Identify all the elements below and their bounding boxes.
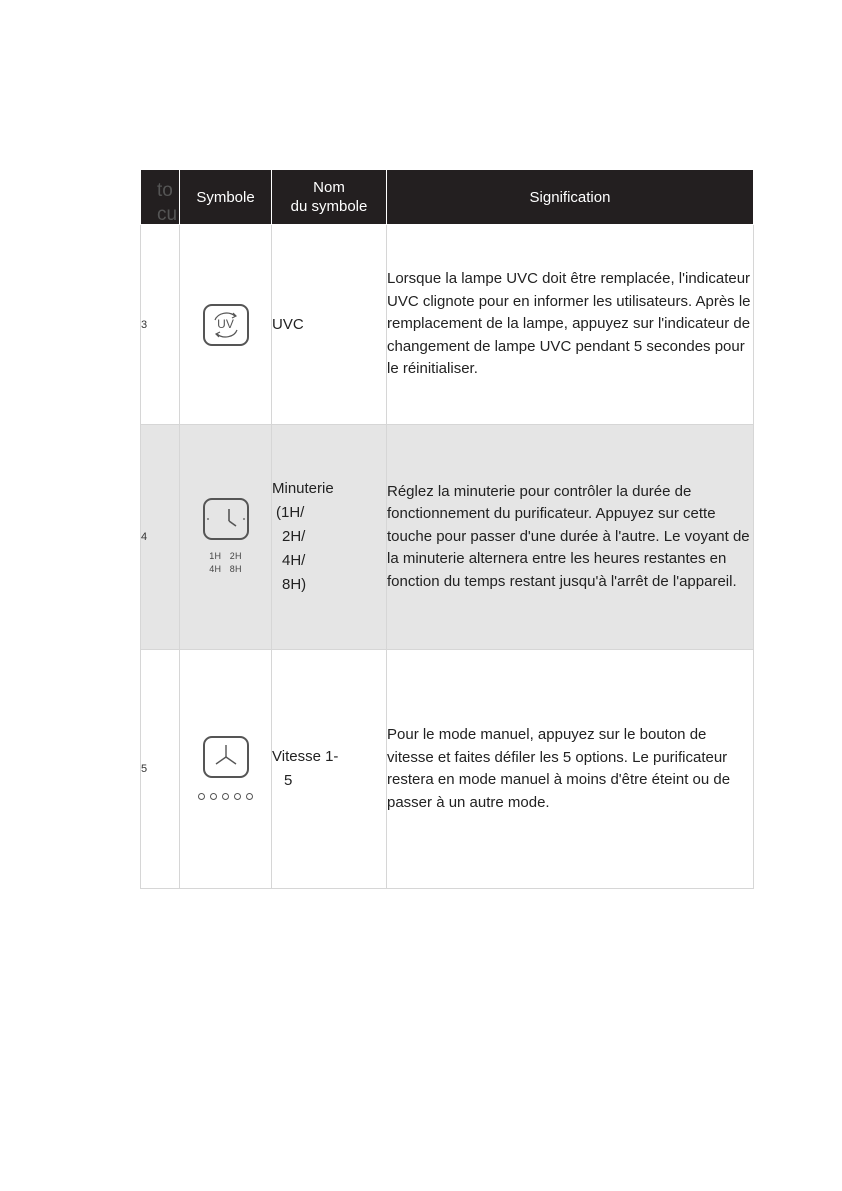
table-row — [141, 425, 754, 650]
symbol-name-line: 8H) — [282, 576, 307, 593]
row-index: 3 — [141, 225, 180, 425]
timer-clock-icon — [203, 498, 249, 540]
symbol-name-line: 4H/ — [282, 552, 306, 569]
header-name-line1: Nom — [313, 179, 345, 196]
header-index-label: to — [157, 180, 173, 201]
row-meaning: Lorsque la lampe UVC doit être remplacée, l'indicateur UVC clignote pour en informer les utilisateurs. Après le remplacement de la lampe, appuyez sur l'indicateur de changement de lampe UVC pendant 5 secondes pour le réinitialiser. — [387, 225, 754, 425]
row-symbol-name — [272, 425, 387, 650]
header-index-label-2: cu — [157, 204, 178, 225]
row-symbol-name — [272, 650, 387, 889]
header-symbol-name — [272, 170, 387, 225]
speed-dot-icon — [198, 793, 205, 800]
timer-options-line2: 4H 8H — [209, 564, 242, 574]
symbol-name-line: Vitesse 1- — [272, 748, 339, 765]
speed-dot-icon — [222, 793, 229, 800]
timer-options — [180, 550, 271, 576]
speed-level-dots — [180, 792, 271, 803]
symbol-name-line: Minuterie — [272, 480, 334, 497]
row-symbol — [180, 225, 272, 425]
row-symbol-name — [272, 225, 387, 425]
speed-dot-icon — [234, 793, 241, 800]
symbol-name-line: 2H/ — [282, 528, 306, 545]
header-symbol — [180, 170, 272, 225]
header-symbol-label: Symbole — [196, 188, 255, 206]
uvc-lamp-icon — [203, 304, 249, 346]
symbol-name-line: (1H/ — [276, 504, 305, 521]
row-meaning: Réglez la minuterie pour contrôler la durée de fonctionnement du purificateur. Appuyez sur cette touche pour passer d'une durée à l'autre. Le voyant de la minuterie alternera entre les heures restantes en fonction du temps restant jusqu'à l'arrêt de l'appareil. — [387, 425, 754, 650]
row-index: 5 — [141, 650, 180, 889]
row-symbol — [180, 650, 272, 889]
row-symbol — [180, 425, 272, 650]
row-meaning: Pour le mode manuel, appuyez sur le bouton de vitesse et faites défiler les 5 options. Le purificateur restera en mode manuel à moins d'être éteint ou de passer à un autre mode. — [387, 650, 754, 889]
table-row — [141, 225, 754, 425]
header-meaning-label: Signification — [529, 188, 611, 206]
table-row — [141, 650, 754, 889]
fan-speed-icon — [203, 736, 249, 778]
speed-dot-icon — [246, 793, 253, 800]
uvc-icon-label: UV — [217, 316, 234, 331]
symbol-table — [140, 169, 754, 889]
header-name-line2: du symbole — [290, 198, 368, 215]
symbol-name-line: 5 — [284, 772, 293, 789]
header-meaning — [387, 170, 754, 225]
header-index-cell — [141, 170, 180, 225]
row-index: 4 — [141, 425, 180, 650]
symbol-name-line: UVC — [272, 315, 304, 333]
speed-dot-icon — [210, 793, 217, 800]
timer-options-line1: 1H 2H — [209, 551, 242, 561]
table-header-row — [141, 170, 754, 225]
